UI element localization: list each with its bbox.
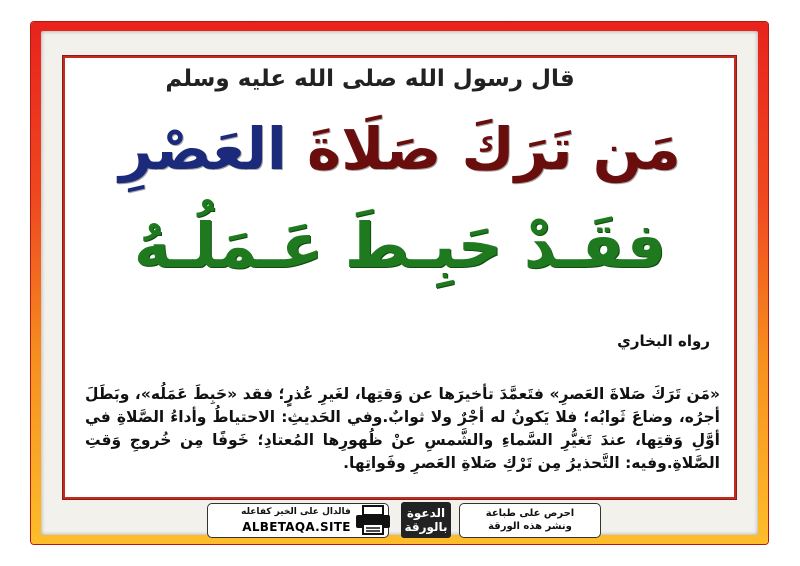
site-slogan: فالدال على الخير كفاعله: [241, 507, 351, 517]
hadith-intro: قال رسول الله صلى الله عليه وسلم: [165, 66, 575, 92]
hadith-headline-line1: [80, 115, 720, 183]
headline-line1-part-b: العَصْرِ: [119, 115, 287, 183]
footer-bar: [207, 500, 599, 538]
hadith-source: رواه البخاري: [617, 332, 710, 350]
print-note-line1: احرص على طباعة: [485, 508, 575, 519]
print-note-line2: ونشر هذه الورقة: [488, 521, 572, 532]
logo-text: الدعوة بالورقة: [404, 506, 448, 534]
hadith-headline-line2: فقَـدْ حَبِـطَ عَـمَلُـهُ: [133, 209, 667, 282]
headline-line1-part-a: مَن تَرَكَ صَلَاةَ: [307, 115, 681, 183]
albetaqa-logo: [401, 502, 451, 538]
print-note-box: [459, 503, 601, 538]
printer-icon: [353, 505, 393, 535]
print-note: [466, 507, 594, 533]
site-name: ALBETAQA.SITE: [242, 520, 351, 534]
hadith-explanation: «مَن تَرَكَ صَلاةَ العَصرِ» فتَعمَّدَ تأخيرَها عن وَقتِها، لغَيرِ عُذرٍ؛ فقد «حَبِطَ عَمَلُه»، وبَطَلَ أجرُه، وضاعَ ثَوابُه؛ فلا يَكونُ له أجْرٌ ولا ثوابٌ.وفي الحَديثِ: الاحتياطُ وأداءُ الصَّلاةِ في أوَّلِ وَقتِها، عندَ تَغيُّرِ السَّماءِ والشَّمسِ عنْ ظُهورِها المُعتادِ؛ خَوفًا مِن خُروجِ وَقتِ الصَّلاةِ.وفيه: التَّحذيرُ مِن تَرْكِ صَلاةِ العَصرِ وفَواتِها.: [85, 385, 720, 472]
